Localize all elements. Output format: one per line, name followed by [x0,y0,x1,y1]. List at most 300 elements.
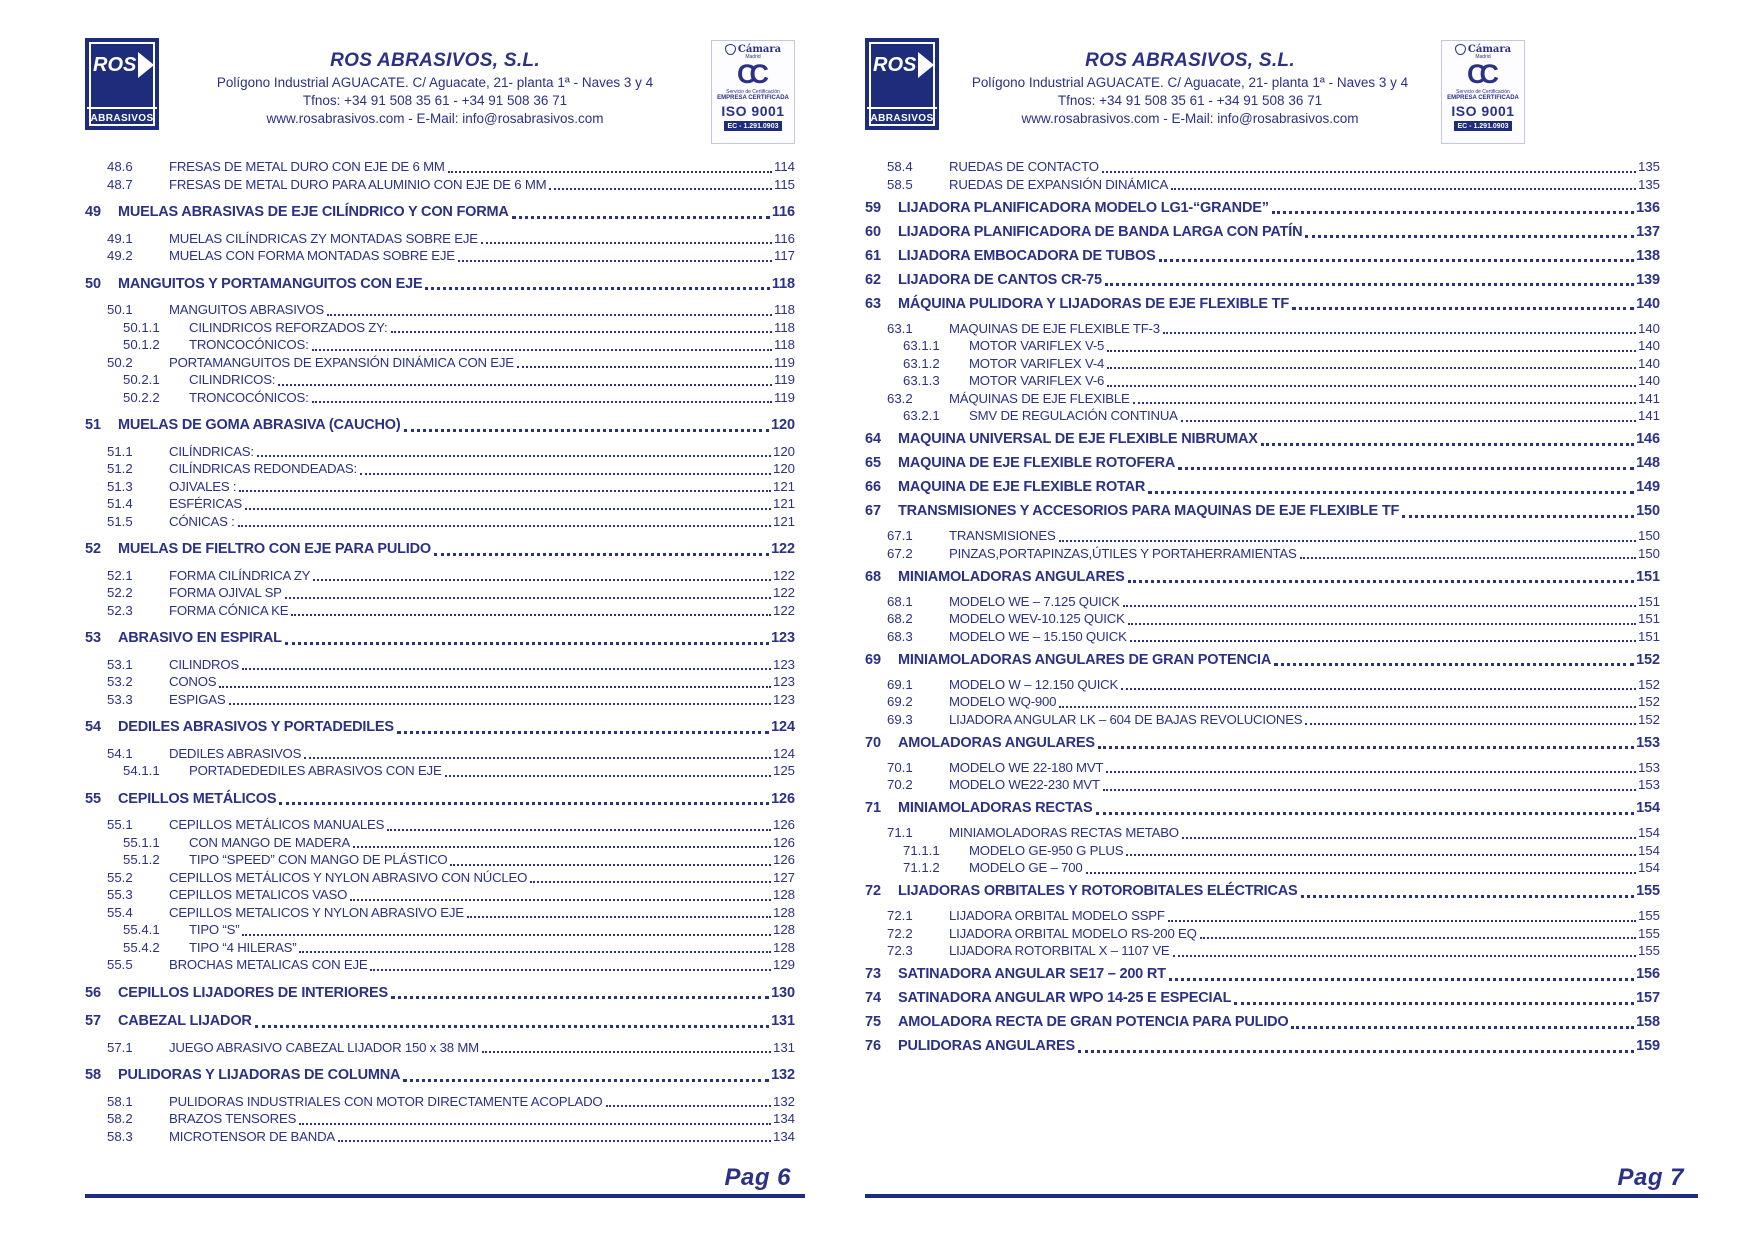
toc-leader-dots [1107,385,1636,387]
toc-entry-page: 132 [772,1093,795,1109]
toc-entry-number: 50.1.1 [123,319,160,335]
toc-entry-title: AMOLADORAS ANGULARES [898,734,1095,751]
toc-entry [85,158,795,176]
iso-9001-text: ISO 9001 [1451,103,1515,119]
toc-entry-number: 67.1 [887,528,913,543]
toc-leader-dots [387,829,771,831]
toc-entry-page: 131 [772,1039,795,1055]
toc-leader-dots [467,916,771,918]
toc-entry-number: 73 [865,966,881,982]
toc-entry [85,985,795,1003]
toc-entry-title: MINIAMOLADORAS RECTAS [898,800,1093,816]
toc-entry-number: 69.3 [887,711,913,727]
toc-entry [865,693,1660,711]
toc-entry-number: 71.1 [887,825,913,840]
toc-entry-page: 119 [773,354,795,370]
toc-entry-page: 121 [772,478,795,494]
toc-entry [85,1039,795,1057]
toc-entry [865,1014,1660,1032]
company-info [159,38,711,126]
toc-entry-title: CON MANGO DE MADERA [189,834,351,850]
toc-entry-title: RUEDAS DE EXPANSIÓN DINÁMICA [949,176,1169,192]
toc-entry-page: 155 [1637,925,1660,941]
toc-leader-dots [458,260,772,262]
toc-entry-page: 153 [1637,777,1660,792]
toc-entry [85,904,795,922]
toc-entry-number: 55.4 [107,904,133,920]
logo-arrow-icon [138,52,154,78]
toc-entry-page: 125 [772,763,795,778]
toc-entry-page: 118 [771,275,795,292]
toc-leader-dots [1300,557,1636,559]
toc-leader-dots [434,553,769,556]
toc-leader-dots [403,1079,769,1082]
logo-ros-text: ROS [93,54,137,76]
company-web: www.rosabrasivos.com - E-Mail: info@rosabrasivos.com [1021,111,1359,126]
toc-entry-number: 51 [85,417,101,433]
toc-entry [865,628,1660,646]
toc-leader-dots [257,455,771,457]
toc-entry [85,301,795,319]
toc-entry-title: TIPO “4 HILERAS” [189,939,297,955]
toc-entry [85,319,795,337]
toc-entry-page: 128 [772,922,795,937]
toc-entry-page: 123 [772,656,795,672]
toc-entry [85,371,795,389]
toc-entry-page: 153 [1636,734,1660,751]
toc-entry-title: ESPIGAS [169,691,226,707]
camara-shield-icon [1455,44,1466,55]
toc-entry-title: MINIAMOLADORAS RECTAS METABO [949,825,1179,840]
toc-entry [85,745,795,763]
toc-entry-number: 72.2 [887,925,913,941]
toc-entry-page: 158 [1636,1014,1660,1030]
company-name: ROS ABRASIVOS, S.L. [330,50,540,71]
toc-leader-dots [291,614,771,616]
toc-entry [865,1038,1660,1056]
toc-entry-number: 75 [865,1014,881,1030]
toc-entry-number: 55.1 [107,817,133,832]
toc-entry [85,443,795,461]
toc-entry-number: 53.2 [107,674,133,689]
toc-entry-title: CILINDROS [169,656,240,672]
toc-entry-number: 53 [85,630,101,646]
toc-entry [85,276,795,294]
toc-entry [85,417,795,435]
logo-arrow-icon [918,52,934,78]
toc-entry-number: 57.1 [107,1039,133,1055]
toc-entry [865,593,1660,611]
toc-entry [865,527,1660,545]
toc-entry-title: CÓNICAS : [169,513,235,529]
toc-entry-page: 122 [772,602,795,618]
toc-entry-page: 154 [1636,800,1660,816]
toc-entry-title: PULIDORAS INDUSTRIALES CON MOTOR DIRECTAMENTE ACOPLADO [169,1093,603,1109]
toc-entry [865,158,1660,176]
toc-entry-number: 64 [865,431,881,447]
toc-entry-title: PORTADEDEDILES ABRASIVOS CON EJE [189,763,442,778]
toc-entry-page: 151 [1637,628,1660,644]
toc-leader-dots [1086,872,1636,874]
toc-entry-number: 50.1 [107,302,133,317]
toc-leader-dots [370,969,771,971]
toc-entry-number: 63.1.2 [903,355,940,371]
toc-entry [85,584,795,602]
company-phones: Tfnos: +34 91 508 35 61 - +34 91 508 36 71 [302,93,568,108]
toc-entry [85,656,795,674]
toc-entry [865,503,1660,521]
toc-leader-dots [1148,491,1634,494]
toc-entry-page: 150 [1637,528,1660,543]
company-name: ROS ABRASIVOS, S.L. [1085,50,1295,71]
camara-shield-icon [725,44,736,55]
toc-entry [865,296,1660,314]
toc-entry-number: 68 [865,568,881,585]
toc-leader-dots [1274,663,1634,666]
toc-entry [85,851,795,869]
toc-entry [865,907,1660,925]
toc-entry [865,966,1660,984]
toc-leader-dots [299,951,771,953]
toc-entry-page: 140 [1637,373,1660,388]
toc-entry-number: 49.1 [107,230,133,246]
toc-entry-title: MODELO WE – 15.150 QUICK [949,628,1127,644]
toc-leader-dots [1128,580,1634,583]
toc-leader-dots [1102,171,1636,173]
certification-cc-mark: CC [1467,59,1492,89]
toc-entry-title: LIJADORAS ORBITALES Y ROTOROBITALES ELÉCTRICAS [898,883,1298,899]
toc-entry-title: MINIAMOLADORAS ANGULARES DE GRAN POTENCIA [898,651,1272,668]
toc-entry [865,735,1660,753]
toc-entry [85,673,795,691]
toc-entry-page: 151 [1637,611,1660,626]
company-logo [865,38,939,130]
toc-leader-dots [1107,350,1636,352]
toc-entry-number: 76 [865,1038,881,1054]
toc-entry-number: 68.3 [887,628,913,644]
toc-entry-page: 132 [771,1067,795,1083]
toc-entry-title: MANGUITOS Y PORTAMANGUITOS CON EJE [118,275,423,292]
toc-entry-number: 58.2 [107,1111,133,1126]
toc-entry [85,230,795,248]
toc-entry-title: MUELAS ABRASIVAS DE EJE CILÍNDRICO Y CON FORMA [118,204,509,220]
toc-entry-number: 51.1 [107,443,133,459]
toc-entry [865,883,1660,901]
toc-entry [865,824,1660,842]
toc-entry-number: 49.2 [107,248,133,263]
toc-entry-page: 157 [1636,990,1660,1006]
toc-entry-number: 68.2 [887,611,913,626]
toc-entry-page: 146 [1636,431,1660,447]
toc-leader-dots [353,846,771,848]
toc-entry-number: 70.2 [887,777,913,792]
toc-entry [85,762,795,780]
toc-entry [85,630,795,648]
toc-entry-number: 63.1.1 [903,338,940,353]
toc-entry-page: 139 [1636,271,1660,288]
toc-entry-title: MODELO WEV-10.125 QUICK [949,611,1125,626]
toc-entry-number: 58.1 [107,1093,133,1109]
toc-entry-page: 134 [772,1128,795,1144]
toc-entry-title: TIPO “SPEED” CON MANGO DE PLÁSTICO [189,852,448,867]
toc-leader-dots [1402,515,1634,518]
toc-entry-title: MODELO WE22-230 MVT [949,777,1100,792]
toc-entry-title: CEPILLOS METALICOS Y NYLON ABRASIVO EJE [169,904,464,920]
toc-entry-title: MANGUITOS ABRASIVOS [169,302,324,317]
toc-entry [85,691,795,709]
toc-entry [865,200,1660,218]
toc-entry [865,925,1660,943]
toc-entry [865,759,1660,777]
toc-entry-number: 68.1 [887,593,913,609]
toc-leader-dots [1181,420,1636,422]
toc-entry [85,567,795,585]
page-footer [865,1164,1698,1198]
toc-entry-number: 55.2 [107,869,133,885]
camara-text: Cámara [1467,44,1512,55]
toc-entry [865,455,1660,473]
page-header [865,38,1525,144]
toc-entry [85,495,795,513]
toc-entry-number: 50.2.2 [123,389,160,405]
toc-entry-page: 155 [1636,883,1660,899]
toc-leader-dots [512,216,770,219]
company-logo [85,38,159,130]
toc-entry-title: SMV DE REGULACIÓN CONTINUA [969,408,1178,423]
toc-leader-dots [1103,789,1636,791]
toc-entry-page: 121 [772,496,795,511]
toc-entry-title: CEPILLOS LIJADORES DE INTERIORES [118,984,388,1001]
toc-entry [865,776,1660,794]
toc-entry-page: 128 [772,904,795,920]
toc-entry-page: 116 [773,230,795,246]
toc-entry-number: 70.1 [887,759,913,775]
toc-entry-number: 62 [865,271,881,288]
toc-entry [865,248,1660,266]
toc-entry-number: 65 [865,455,881,471]
toc-entry-title: CONOS [169,674,217,689]
toc-entry-number: 54.1 [107,745,133,761]
toc-entry-title: MODELO WQ-900 [949,694,1057,709]
toc-entry-title: MODELO GE – 700 [969,860,1083,875]
logo-abrasivos-text: ABRASIVOS [87,107,157,124]
toc-entry-title: FORMA CILÍNDRICA ZY [169,567,311,583]
toc-entry-number: 50.1.2 [123,337,160,352]
toc-entry-page: 152 [1637,676,1660,692]
toc-entry [85,541,795,559]
toc-leader-dots [1305,723,1636,725]
toc-entry [865,545,1660,563]
toc-leader-dots [1121,688,1636,690]
toc-entry [865,859,1660,877]
toc-entry-title: MODELO GE-950 G PLUS [969,842,1124,858]
toc-entry-page: 124 [772,745,795,761]
toc-leader-dots [1168,920,1636,922]
toc-entry-number: 56 [85,984,101,1001]
toc-entry [865,320,1660,338]
toc-leader-dots [1159,259,1635,262]
toc-entry-page: 116 [771,204,795,220]
page-number-label: Pag 7 [1617,1164,1684,1191]
toc-entry-number: 69.2 [887,694,913,709]
toc-entry-title: MOTOR VARIFLEX V-4 [969,355,1105,371]
toc-entry-number: 71.1.2 [903,860,940,875]
toc-entry-number: 61 [865,247,881,264]
toc-leader-dots [219,686,771,688]
certification-cc-mark: CC [737,59,762,89]
toc-entry-number: 55.1.2 [123,852,160,867]
toc-entry-title: SATINADORA ANGULAR SE17 – 200 RT [898,966,1166,982]
toc-entry-title: CILÍNDRICAS: [169,443,254,459]
toc-entry-page: 140 [1637,320,1660,336]
toc-entry-number: 58.5 [887,176,913,192]
cert-line1: Servicio de Certificación [726,89,780,95]
toc-entry-page: 129 [772,957,795,972]
toc-leader-dots [239,490,771,492]
toc-entry [85,869,795,887]
iso-certification-badge [1441,40,1525,144]
toc-entry [865,676,1660,694]
page-6 [85,38,795,1198]
toc-entry-page: 136 [1636,199,1660,216]
toc-entry [865,479,1660,497]
toc-entry-number: 63.1.3 [903,373,940,388]
toc-entry-title: BRAZOS TENSORES [169,1111,297,1126]
toc-entry-page: 123 [771,630,795,646]
toc-leader-dots [1133,402,1636,404]
toc-leader-dots [338,1140,771,1142]
toc-entry-title: MAQUINA DE EJE FLEXIBLE ROTOFERA [898,455,1176,471]
toc-leader-dots [425,287,769,290]
page-7 [865,38,1684,1198]
toc-entry-number: 66 [865,479,881,495]
toc-entry-number: 50.2 [107,354,133,370]
toc-entry-title: MODELO WE 22-180 MVT [949,759,1104,775]
toc-entry-number: 74 [865,990,881,1006]
toc-entry-number: 69.1 [887,676,913,692]
toc-entry-title: MODELO WE – 7.125 QUICK [949,593,1120,609]
toc-entry-number: 53.3 [107,691,133,707]
toc-leader-dots [450,864,771,866]
toc-entry-title: TRONCOCÓNICOS: [189,389,309,405]
toc-entry-page: 115 [773,176,795,192]
toc-entry [85,834,795,852]
toc-leader-dots [482,1051,771,1053]
toc-entry-number: 69 [865,651,881,668]
toc-leader-dots [1059,540,1636,542]
toc-entry [865,842,1660,860]
toc-entry-title: MOTOR VARIFLEX V-5 [969,338,1105,353]
toc-entry [85,791,795,809]
toc-leader-dots [391,996,769,999]
toc-leader-dots [278,384,772,386]
toc-leader-dots [1200,937,1636,939]
toc-leader-dots [448,171,772,173]
toc-entry-page: 152 [1637,711,1660,727]
toc-entry-number: 51.5 [107,513,133,529]
toc-leader-dots [1169,978,1634,981]
toc-entry-page: 126 [772,817,795,832]
toc-leader-dots [1272,211,1634,214]
toc-entry-number: 55.5 [107,957,133,972]
toc-leader-dots [1126,854,1636,856]
toc-entry [865,652,1660,670]
toc-entry-page: 140 [1637,355,1660,371]
toc-entry-page: 154 [1637,842,1660,858]
toc-entry [865,224,1660,242]
toc-leader-dots [285,642,769,645]
toc-entry-page: 117 [773,248,795,263]
company-web: www.rosabrasivos.com - E-Mail: info@rosabrasivos.com [266,111,604,126]
toc-entry-page: 124 [771,719,795,735]
toc-entry-number: 55.3 [107,887,133,902]
toc-entry-number: 48.6 [107,159,133,174]
toc-entry-title: CEPILLOS METALICOS VASO [169,887,348,902]
toc-entry-page: 135 [1637,176,1660,192]
toc-entry [85,1093,795,1111]
toc-entry-page: 119 [773,389,795,405]
toc-entry [85,336,795,354]
toc-entry-title: MINIAMOLADORAS ANGULARES [898,568,1125,585]
toc-entry-number: 55.4.1 [123,922,160,937]
toc-entry [865,176,1660,194]
toc-leader-dots [1261,443,1634,446]
toc-leader-dots [1107,367,1636,369]
toc-leader-dots [1128,623,1636,625]
toc-entry-number: 54 [85,719,101,735]
toc-entry-title: MICROTENSOR DE BANDA [169,1128,335,1144]
toc-leader-dots [481,242,772,244]
toc-entry-title: DEDILES ABRASIVOS Y PORTADEDILES [118,719,394,735]
toc-leader-dots [304,757,771,759]
toc-entry-title: LIJADORA ANGULAR LK – 604 DE BAJAS REVOLUCIONES [949,711,1303,727]
toc-entry [85,939,795,957]
toc-entry-page: 114 [773,159,795,174]
toc-entry-title: MÁQUINAS DE EJE FLEXIBLE [949,390,1130,406]
toc-leader-dots [1234,1002,1634,1005]
toc-entry-page: 140 [1637,338,1660,353]
toc-entry-title: ABRASIVO EN ESPIRAL [118,630,282,646]
toc-entry-number: 63.1 [887,320,913,336]
toc-leader-dots [1178,467,1634,470]
toc-entry [865,372,1660,390]
toc-leader-dots [1123,605,1636,607]
toc-entry-number: 58.4 [887,159,913,174]
toc-leader-dots [1301,895,1635,898]
camara-text: Cámara [737,44,782,55]
toc-entry-number: 52.3 [107,602,133,618]
toc-entry-title: PULIDORAS Y LIJADORAS DE COLUMNA [118,1067,401,1083]
toc-entry [85,389,795,407]
camara-madrid-text: Madrid [745,54,761,60]
toc-entry [865,711,1660,729]
toc-entry-title: LIJADORA ORBITAL MODELO RS-200 EQ [949,925,1197,941]
cert-line2: EMPRESA CERTIFICADA [717,95,789,101]
toc-entry [865,355,1660,373]
toc-entry-page: 122 [772,567,795,583]
toc-entry-title: TRONCOCÓNICOS: [189,337,309,352]
toc-entry-page: 152 [1636,651,1660,668]
toc-entry-title: MODELO W – 12.150 QUICK [949,676,1119,692]
toc-entry-title: CILINDRICOS REFORZADOS ZY: [189,319,388,335]
company-info [939,38,1441,126]
toc-entry-title: MAQUINAS DE EJE FLEXIBLE TF-3 [949,320,1160,336]
toc-leader-dots [1078,1050,1634,1053]
toc-entry-page: 155 [1637,908,1660,923]
toc-entry-page: 123 [772,691,795,707]
iso-certification-badge [711,40,795,144]
toc-entry-title: TIPO “S” [189,922,240,937]
